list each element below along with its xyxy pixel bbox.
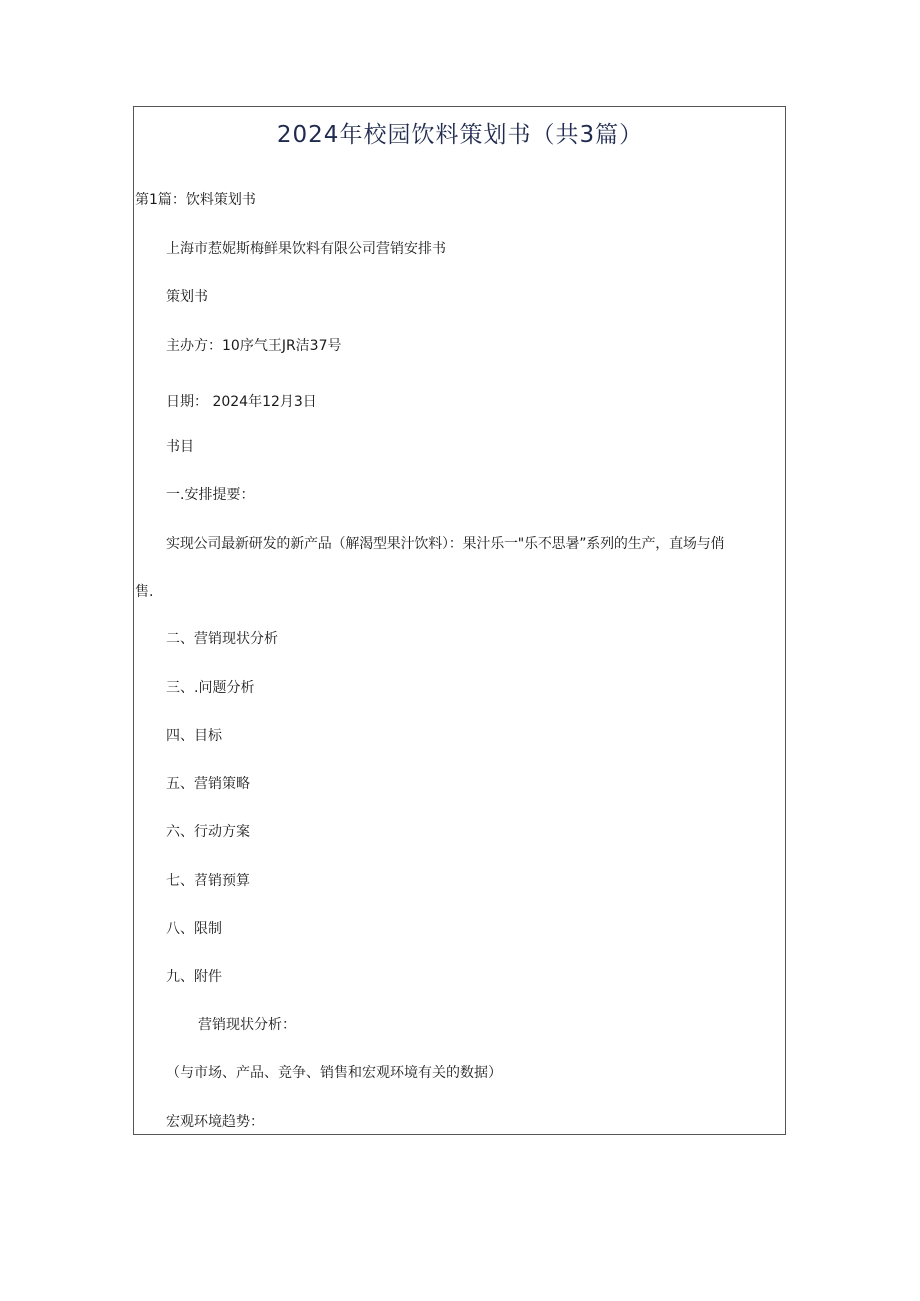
organizer-line: 主办方：10序气王JR洁37号 xyxy=(166,338,342,354)
toc-item-appendix: 九、附件 xyxy=(166,969,222,985)
toc-item-action-plan: 六、行动方案 xyxy=(166,824,250,840)
toc-item-goals: 四、目标 xyxy=(166,728,222,744)
toc-item-budget: 七、苕销预算 xyxy=(166,873,250,889)
toc-item-marketing-strategy: 五、营销策略 xyxy=(166,776,250,792)
summary-paragraph-line1: 实现公司最新研发的新产品（解渴型果汁饮料）：果汁乐一"乐不思暑”系列的生产，直场与俏 xyxy=(166,536,725,552)
toc-item-marketing-status: 二、营销现状分析 xyxy=(166,631,278,647)
date-line: 日期： 2024年12月3日 xyxy=(166,394,317,410)
document-title: 2024年校园饮料策划书（共3篇） xyxy=(276,122,644,148)
toc-item-summary: 一.安排提要： xyxy=(166,487,255,503)
section-heading-part1: 第1篇：饮料策划书 xyxy=(135,192,256,208)
toc-heading: 书目 xyxy=(166,439,194,455)
plan-label: 策划书 xyxy=(166,289,208,305)
marketing-status-heading: 营销现状分析： xyxy=(198,1017,296,1033)
summary-paragraph-line2: 售. xyxy=(135,584,154,600)
company-plan-title: 上海市惹妮斯梅鲜果饮料有限公司营销安排书 xyxy=(166,241,446,257)
toc-item-limits: 八、限制 xyxy=(166,921,222,937)
toc-item-problem-analysis: 三、.问题分析 xyxy=(166,680,255,696)
macro-trend-heading: 宏观环境趋势： xyxy=(166,1114,264,1130)
document-frame xyxy=(133,106,786,1135)
data-note: （与市场、产品、竞争、销售和宏观环境有关的数据） xyxy=(166,1065,502,1081)
